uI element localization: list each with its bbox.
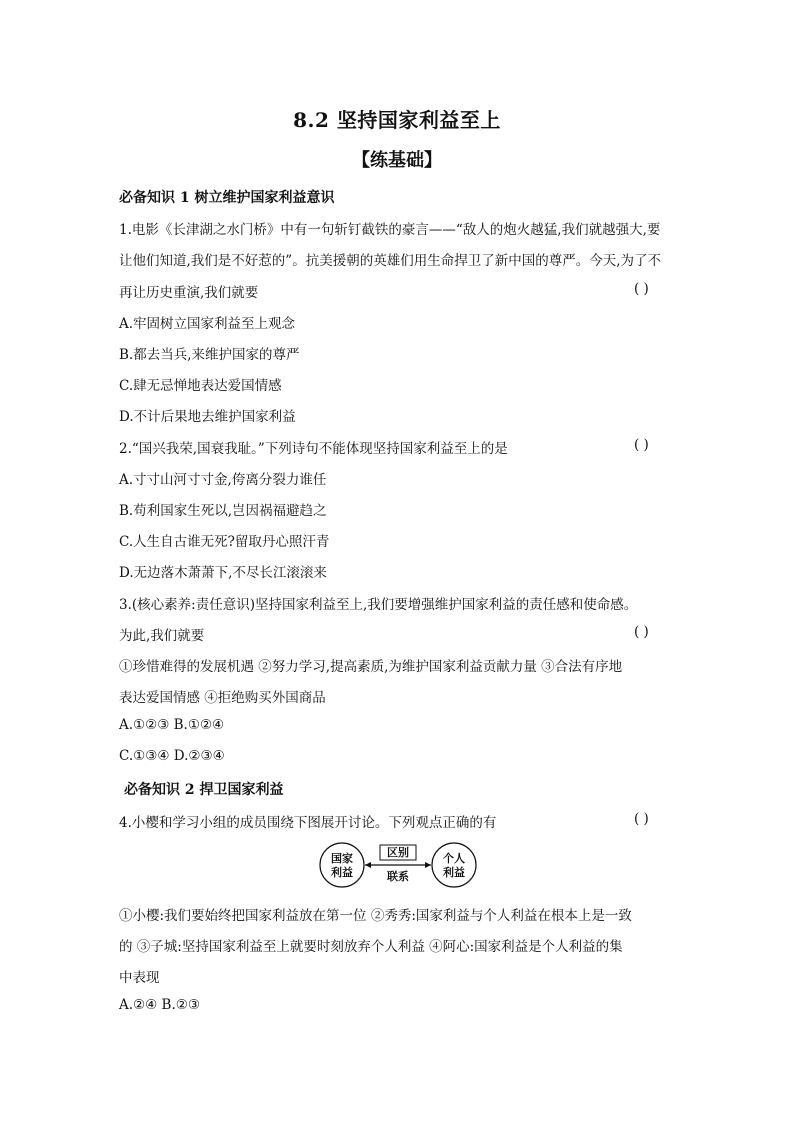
personal-interest-circle: [432, 843, 476, 887]
q4-items-line-3: 中表现: [119, 970, 160, 986]
national-interest-label-2: 利益: [331, 866, 353, 879]
q3-stem-line-2: 为此,我们就要: [119, 628, 205, 644]
q1-answer-bracket: ( ): [634, 281, 649, 297]
q2-stem: 2.“国兴我荣,国衰我耻。”下列诗句不能体现坚持国家利益至上的是: [119, 441, 508, 457]
section-heading-1: 必备知识 1 树立维护国家利益意识: [119, 190, 335, 206]
interest-relationship-diagram: [318, 840, 478, 890]
q2-option-c: C.人生自古谁无死?留取丹心照汗青: [119, 534, 330, 550]
q1-option-c: C.肆无忌惮地表达爱国情感: [119, 378, 282, 394]
q4-options-line-1: A.②④ B.②③: [119, 997, 200, 1013]
personal-interest-label-1: 个人: [443, 852, 465, 865]
q1-option-d: D.不计后果地去维护国家利益: [119, 409, 296, 425]
q1-stem-line-2: 让他们知道,我们是不好惹的”。抗美援朝的英雄们用生命捍卫了新中国的尊严。今天,为了不: [119, 253, 661, 269]
q2-option-a: A.寸寸山河寸寸金,侉离分裂力谁任: [119, 472, 327, 488]
q3-options-line-1: A.①②③ B.①②④: [119, 717, 225, 733]
q3-items-line-2: 表达爱国情感 ④拒绝购买外国商品: [119, 690, 326, 706]
q2-answer-bracket: ( ): [634, 437, 649, 453]
arrow-left-icon: [365, 862, 371, 868]
q3-stem-line-1: 3.(核心素养:责任意识)坚持国家利益至上,我们要增强维护国家利益的责任感和使命感。: [119, 597, 638, 613]
q4-answer-bracket: ( ): [634, 811, 649, 827]
q1-option-a: A.牢固树立国家利益至上观念: [119, 316, 296, 332]
q2-option-b: B.苟利国家生死以,岂因祸福避趋之: [119, 503, 327, 519]
q3-options-line-2: C.①③④ D.②③④: [119, 748, 225, 764]
q4-items-line-2: 的 ③子城:坚持国家利益至上就要时刻放弃个人利益 ④阿心:国家利益是个人利益的集: [119, 939, 623, 955]
national-interest-label-1: 国家: [331, 852, 353, 865]
q1-option-b: B.都去当兵,来维护国家的尊严: [119, 347, 300, 363]
q4-items-line-1: ①小樱:我们要始终把国家利益放在第一位 ②秀秀:国家利益与个人利益在根本上是一致: [119, 908, 632, 924]
national-interest-circle: [320, 843, 364, 887]
connection-label: 联系: [387, 870, 409, 883]
section-heading-2: 必备知识 2 捍卫国家利益: [124, 782, 284, 798]
page-subtitle: 【练基础】: [352, 150, 442, 171]
page-title: 8.2 坚持国家利益至上: [293, 108, 501, 132]
q3-items-line-1: ①珍惜难得的发展机遇 ②努力学习,提高素质,为维护国家利益贡献力量 ③合法有序地: [119, 659, 623, 675]
q2-option-d: D.无边落木萧萧下,不尽长江滚滚来: [119, 565, 327, 581]
personal-interest-label-2: 利益: [443, 866, 465, 879]
q3-answer-bracket: ( ): [634, 624, 649, 640]
q4-stem: 4.小樱和学习小组的成员围绕下图展开讨论。下列观点正确的有: [119, 815, 497, 831]
difference-label: 区别: [387, 846, 409, 859]
arrow-right-icon: [425, 862, 431, 868]
q1-stem-line-3: 再让历史重演,我们就要: [119, 285, 259, 301]
q1-stem-line-1: 1.电影《长津湖之水门桥》中有一句斩钉截铁的豪言——“敌人的炮火越猛,我们就越强大,要: [119, 222, 661, 238]
